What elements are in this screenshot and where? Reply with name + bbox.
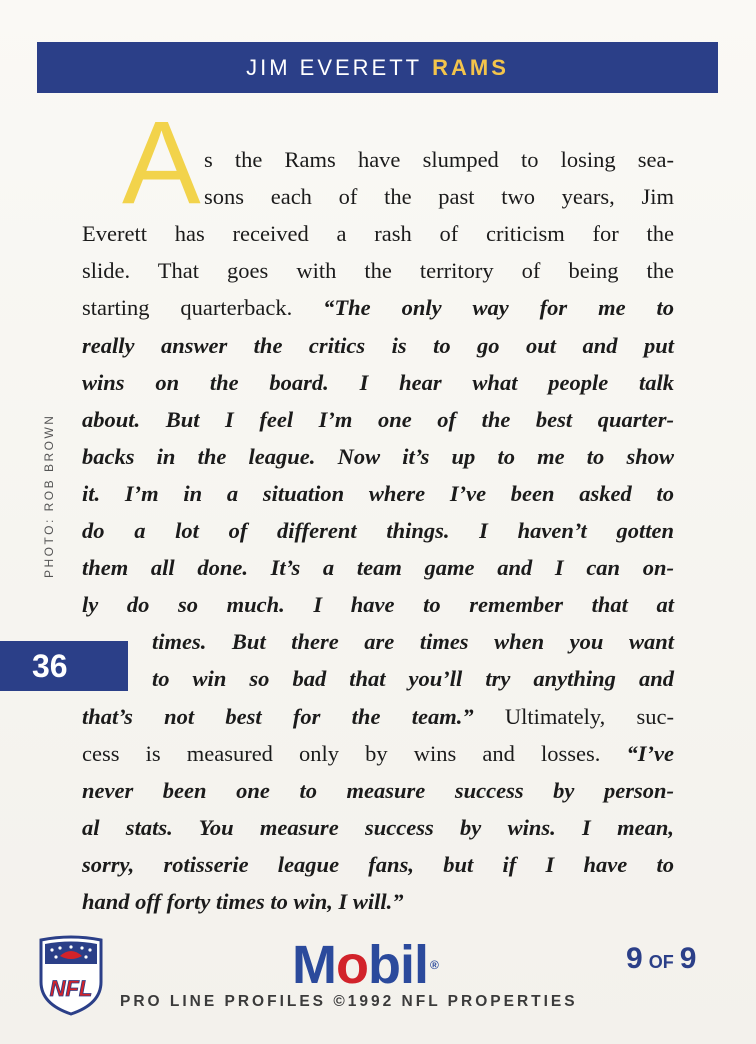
page-current: 9 (626, 942, 643, 975)
quote-text: al stats. You measure success by wins. I mean, (82, 814, 674, 840)
quote-text: backs in the league. Now it’s up to me to show (82, 443, 674, 469)
quote-text: it. I’m in a situation where I’ve been asked to (82, 480, 674, 506)
mobil-logo-rest: bil (367, 935, 428, 995)
mobil-logo-m: M (292, 935, 336, 995)
body-line (82, 512, 674, 549)
drop-cap: A (122, 97, 201, 229)
body-line (82, 327, 674, 364)
quote-text: never been one to measure success by person- (82, 777, 674, 803)
quote-text: “I’ve (626, 740, 674, 766)
body-line (82, 289, 674, 326)
body-line (82, 438, 674, 475)
team-name: RAMS (432, 54, 509, 80)
body-line (82, 772, 674, 809)
mobil-logo (292, 934, 438, 996)
quote-text: “The only way for me to (323, 295, 675, 321)
body-line (82, 809, 674, 846)
narrative-text: cess is measured only by wins and losses. (82, 740, 627, 766)
player-name: JIM EVERETT (246, 54, 423, 80)
page-indicator (626, 942, 696, 976)
body-line (82, 215, 674, 252)
body-line (82, 698, 674, 735)
body-line (82, 252, 674, 289)
quote-text: hand off forty times to win, I will.” (82, 889, 404, 914)
quote-text: ly do so much. I have to remember that at (82, 592, 674, 618)
registered-mark: ® (429, 958, 438, 972)
body-line (152, 623, 674, 660)
quote-text: about. But I feel I’m one of the best quarter- (82, 406, 674, 432)
narrative-text: s the Rams have slumped to losing sea- (204, 147, 674, 172)
body-line (82, 586, 674, 623)
narrative-text: Ultimately, suc- (504, 703, 674, 729)
narrative-text: sons each of the past two years, Jim (204, 184, 674, 210)
body-line (82, 735, 674, 772)
quote-text: sorry, rotisserie league fans, but if I have to (82, 851, 674, 877)
quote-text: really answer the critics is to go out and put (82, 332, 674, 358)
narrative-text: starting quarterback. (82, 295, 324, 321)
body-line (82, 883, 674, 920)
narrative-text: Everett has received a rash of criticism for the (82, 221, 674, 247)
mobil-logo-o: o (335, 935, 368, 995)
body-line (82, 401, 674, 438)
body-line (82, 846, 674, 883)
body-line (82, 475, 674, 512)
quote-text: them all done. It’s a team game and I can on- (82, 555, 674, 581)
photo-credit: PHOTO: ROB BROWN (42, 413, 56, 578)
nfl-shield-icon (36, 934, 106, 1016)
body-line (204, 178, 674, 215)
nfl-logo-text: NFL (49, 976, 93, 1001)
body-line (204, 141, 674, 178)
quote-text: times. But there are times when you want (152, 629, 674, 655)
body-line (82, 364, 674, 401)
page-of: OF (648, 952, 674, 972)
footer-copyright: PRO LINE PROFILES ©1992 NFL PROPERTIES (120, 993, 578, 1010)
body-line (152, 660, 674, 697)
narrative-text: slide. That goes with the territory of being the (82, 258, 674, 284)
body-line (82, 549, 674, 586)
quote-text: to win so bad that you’ll try anything and (152, 666, 674, 692)
card-number: 36 (0, 641, 128, 691)
quote-text: wins on the board. I hear what people talk (82, 369, 674, 395)
quote-text: that’s not best for the team.” (82, 703, 505, 729)
header-bar (37, 42, 718, 93)
page-total: 9 (679, 942, 697, 975)
quote-text: do a lot of different things. I haven’t gotten (82, 518, 674, 543)
